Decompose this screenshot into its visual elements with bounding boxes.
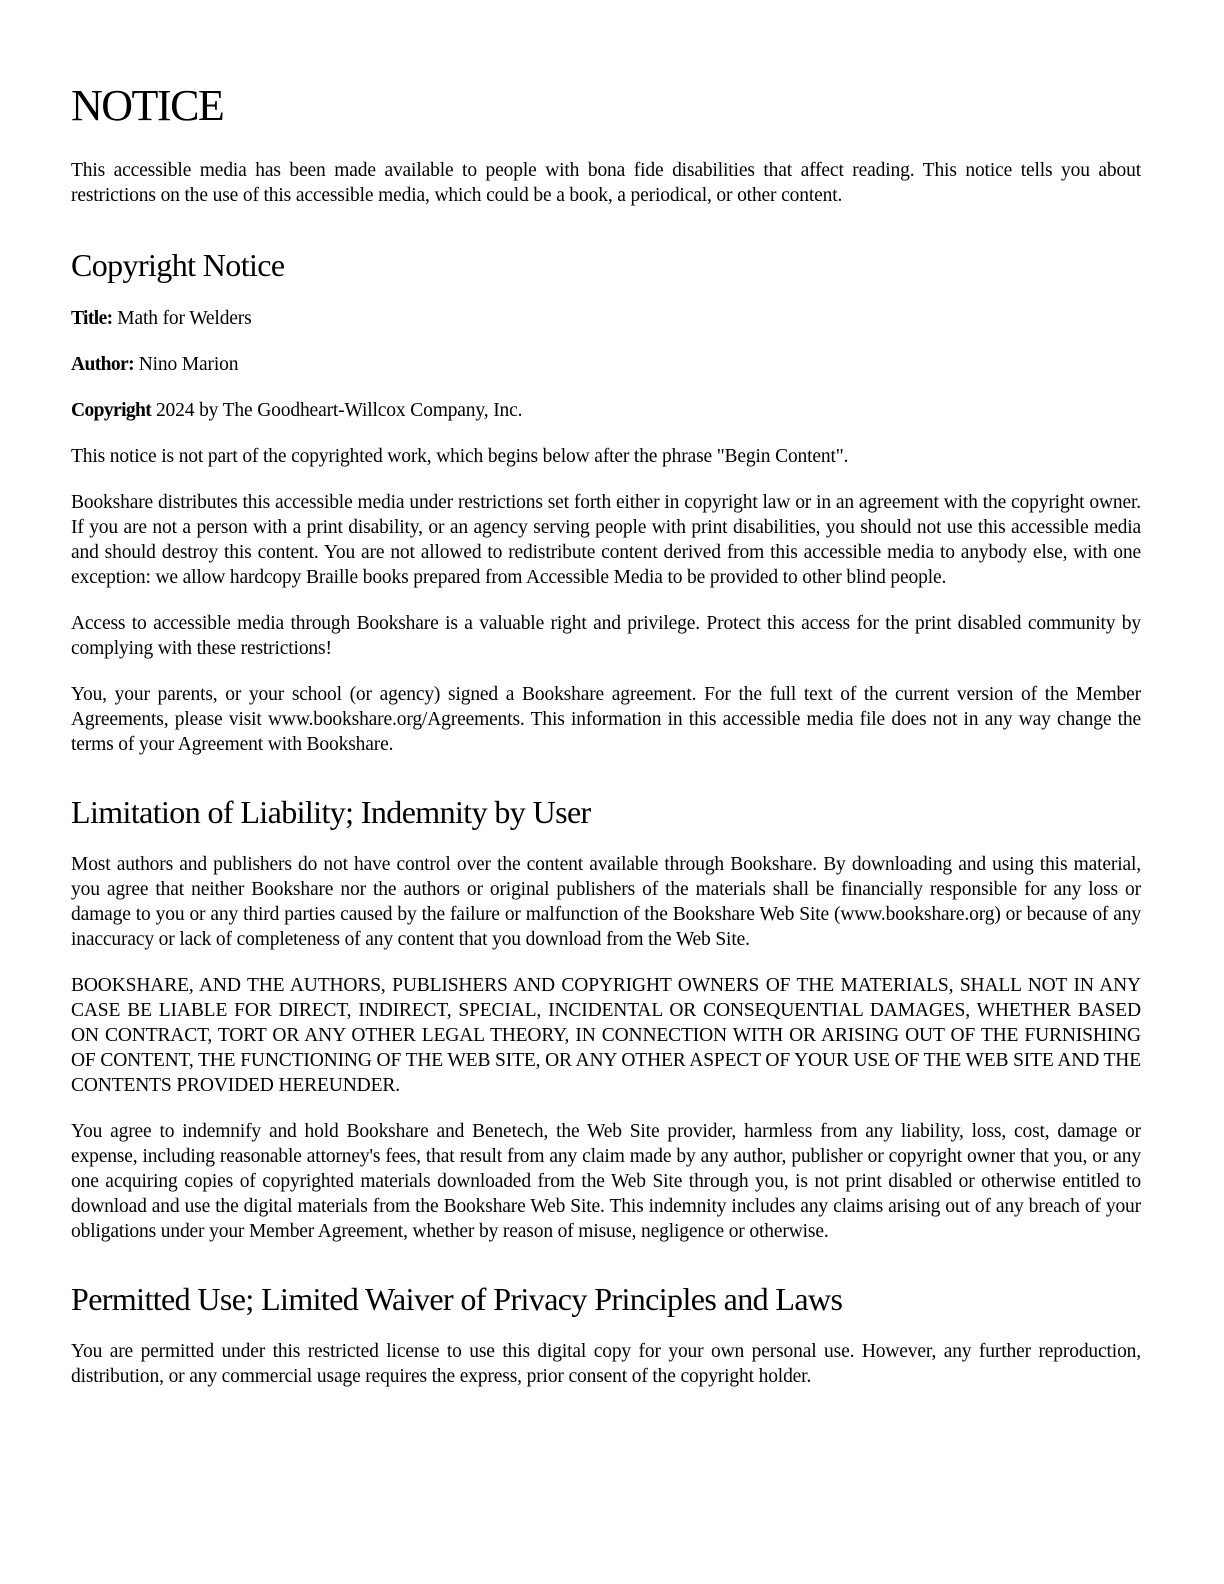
liability-paragraph-2: BOOKSHARE, AND THE AUTHORS, PUBLISHERS AND COPYRIGHT OWNERS OF THE MATERIALS, SHALL NOT IN ANY CASE BE LIABLE FOR DIRECT, INDIRECT, SPECIAL, INCIDENTAL OR CONSEQUENTIAL DAMAGES, WHETHER BASED ON CONTRACT, TORT OR ANY OTHER LEGAL THEORY, IN CONNECTION WITH OR ARISING OUT OF THE FURNISHING OF CONTENT, THE FUNCTIONING OF THE WEB SITE, OR ANY OTHER ASPECT OF YOUR USE OF THE WEB SITE AND THE CONTENTS PROVIDED HEREUNDER. <box>71 974 1141 1096</box>
author-field <box>71 352 1141 377</box>
permitted-use-heading: Permitted Use; Limited Waiver of Privacy Principles and Laws <box>71 1280 843 1317</box>
liability-paragraph-3: You agree to indemnify and hold Bookshare and Benetech, the Web Site provider, harmless from any liability, loss, cost, damage or expense, including reasonable attorney's fees, that result from any claim made by any author, publisher or copyright owner that you, or any one acquiring copies of copyrighted materials downloaded from the Web Site through you, is not print disabled or otherwise entitled to download and use the digital materials from the Bookshare Web Site. This indemnity includes any claims arising out of any breach of your obligations under your Member Agreement, whether by reason of misuse, negligence or otherwise. <box>71 1120 1141 1242</box>
permitted-use-paragraph-1: You are permitted under this restricted license to use this digital copy for your own personal use. However, any further reproduction, distribution, or any commercial usage requires the express, prior consent of the copyright holder. <box>71 1340 1141 1387</box>
copyright-value: 2024 by The Goodheart-Willcox Company, Inc. <box>155 399 523 421</box>
liability-paragraph-1: Most authors and publishers do not have control over the content available through Bookshare. By downloading and using this material, you agree that neither Bookshare nor the authors or original publishers of the materials shall be financially responsible for any loss or damage to you or any third parties caused by the failure or malfunction of the Bookshare Web Site (www.bookshare.org) or because of any inaccuracy or lack of completeness of any content that you download from the Web Site. <box>71 853 1141 950</box>
copyright-label: Copyright <box>71 399 152 421</box>
liability-heading: Limitation of Liability; Indemnity by User <box>71 793 591 830</box>
title-value: Math for Welders <box>117 307 252 329</box>
not-part-paragraph: This notice is not part of the copyrighted work, which begins below after the phrase "Begin Content". <box>71 445 849 467</box>
title-label: Title: <box>71 307 113 329</box>
access-paragraph: Access to accessible media through Bookshare is a valuable right and privilege. Protect this access for the print disabled community by complying with these restrictions! <box>71 612 1141 659</box>
notice-intro: This accessible media has been made available to people with bona fide disabilities that affect reading. This notice tells you about restrictions on the use of this accessible media, which could be a book, a periodical, or other content. <box>71 160 1141 207</box>
title-field <box>71 306 1141 331</box>
author-value: Nino Marion <box>138 353 239 375</box>
notice-title: NOTICE <box>71 81 224 130</box>
copyright-field <box>71 398 1141 423</box>
author-label: Author: <box>71 353 134 375</box>
agreement-paragraph: You, your parents, or your school (or agency) signed a Bookshare agreement. For the full text of the current version of the Member Agreements, please visit www.bookshare.org/Agreements. This information in this accessible media file does not in any way change the terms of your Agreement with Bookshare. <box>71 683 1141 755</box>
copyright-notice-heading: Copyright Notice <box>71 247 285 284</box>
distribution-paragraph: Bookshare distributes this accessible media under restrictions set forth either in copyright law or in an agreement with the copyright owner. If you are not a person with a print disability, or an agency serving people with print disabilities, you should not use this accessible media and should destroy this content. You are not allowed to redistribute content derived from this accessible media to anybody else, with one exception: we allow hardcopy Braille books prepared from Accessible Media to be provided to other blind people. <box>71 491 1141 588</box>
